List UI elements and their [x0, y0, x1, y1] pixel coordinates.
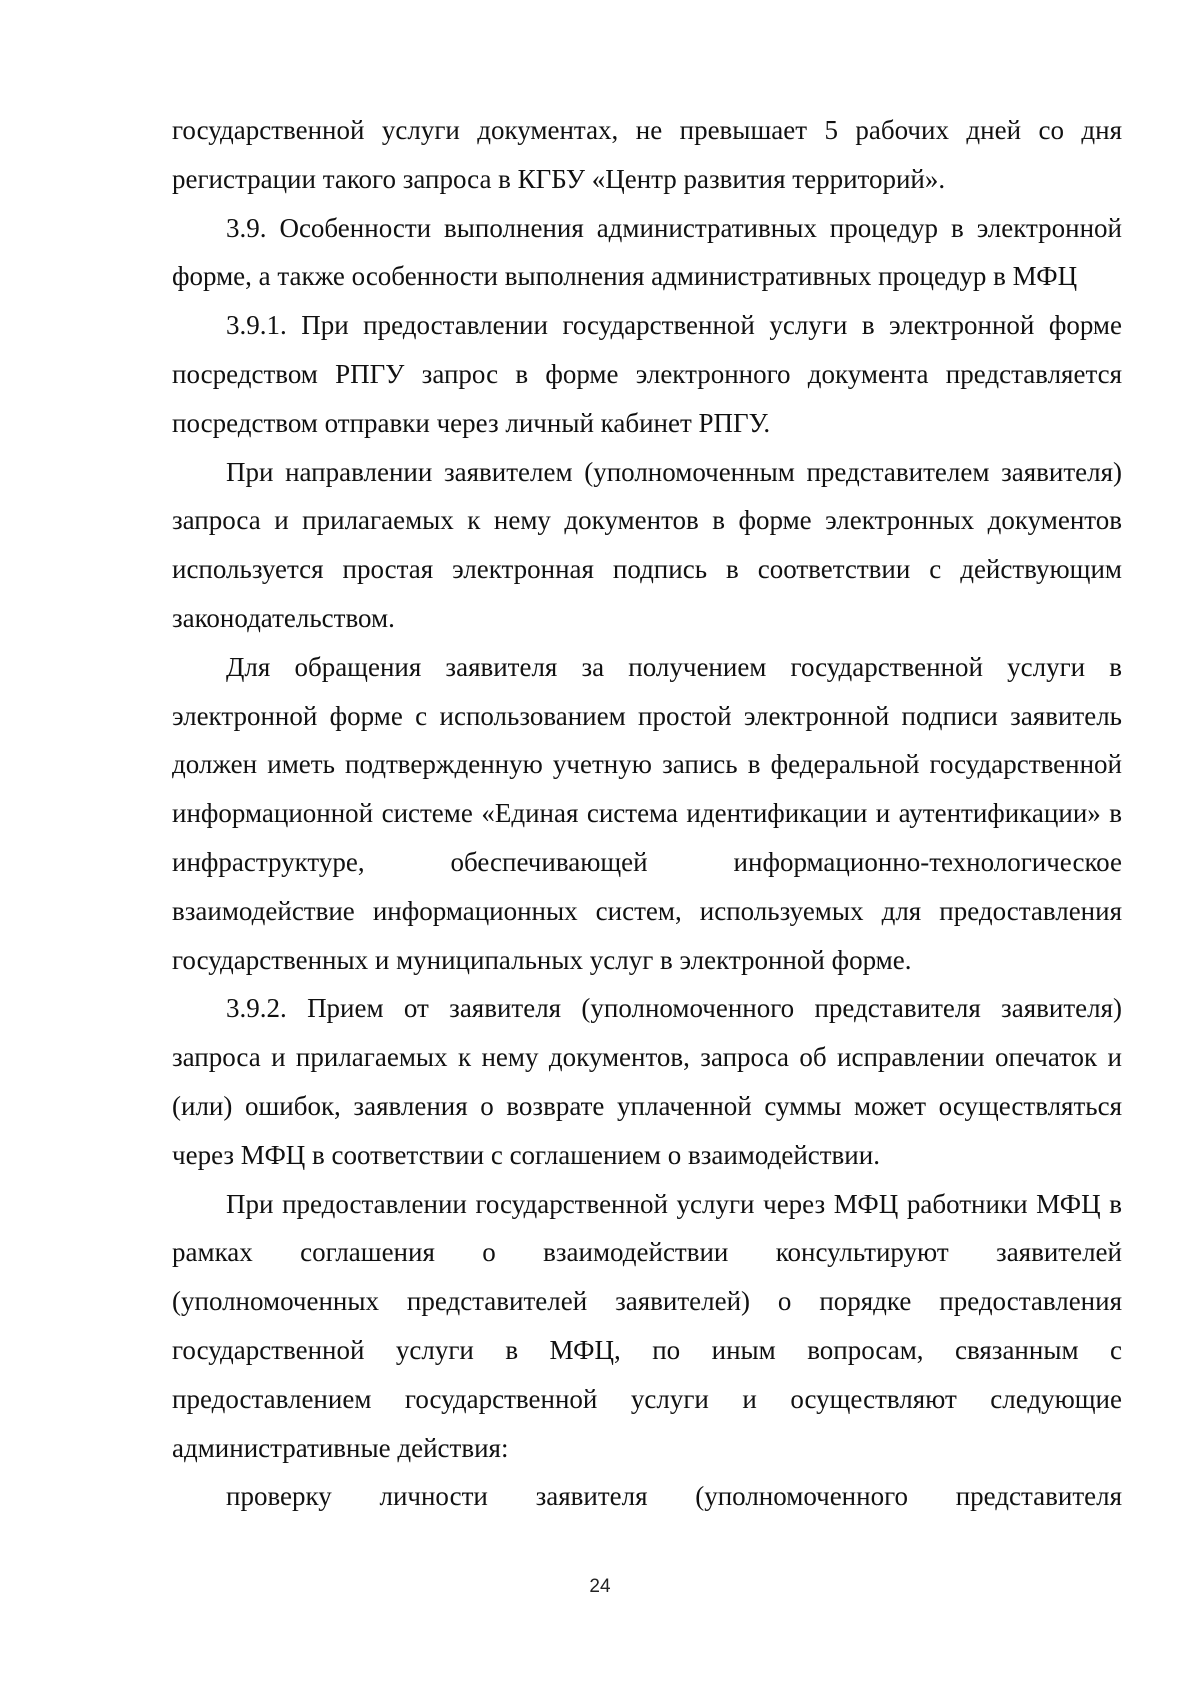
paragraph-section-3-9-1: 3.9.1. При предоставлении государственной услуги в электронной форме посредством РПГУ запрос в форме электронного документа представляется посредством отправки через личный кабинет РПГУ. [172, 310, 1122, 438]
paragraph-continuation: государственной услуги документах, не превышает 5 рабочих дней со дня регистрации такого запроса в КГБУ «Центр развития территорий». [172, 115, 1122, 194]
document-body [172, 106, 1122, 1521]
paragraph-identity-check: проверку личности заявителя (уполномоченного представителя [226, 1481, 1122, 1512]
paragraph-section-3-9: 3.9. Особенности выполнения административных процедур в электронной форме, а также особенности выполнения административных процедур в МФЦ [172, 212, 1122, 292]
page-number: 24 [589, 1576, 611, 1597]
paragraph-simple-signature: При направлении заявителем (уполномоченным представителем заявителя) запроса и прилагаемых к нему документов в форме электронных документов используется простая электронная подпись в соответствии с действующим законодательством. [172, 456, 1122, 633]
paragraph-esia-account: Для обращения заявителя за получением государственной услуги в электронной форме с использованием простой электронной подписи заявитель должен иметь подтвержденную учетную запись в федеральной государственной информационной системе «Единая система идентификации и аутентификации» в инфраструктуре, обеспечивающей информационно-технологическое взаимодействие информационных систем, используемых для предоставления государственных и муниципальных услуг в электронной форме. [172, 651, 1122, 975]
paragraph-mfc-consultation: При предоставлении государственной услуги через МФЦ работники МФЦ в рамках соглашения о взаимодействии консультируют заявителей (уполномоченных представителей заявителей) о порядке предоставления государственной услуги в МФЦ, по иным вопросам, связанным с предоставлением государственной услуги и осуществляют следующие административные действия: [172, 1188, 1122, 1463]
paragraph-section-3-9-2: 3.9.2. Прием от заявителя (уполномоченного представителя заявителя) запроса и прилагаемых к нему документов, запроса об исправлении опечаток и (или) ошибок, заявления о возврате уплаченной суммы может осуществляться через МФЦ в соответствии с соглашением о взаимодействии. [172, 993, 1122, 1170]
